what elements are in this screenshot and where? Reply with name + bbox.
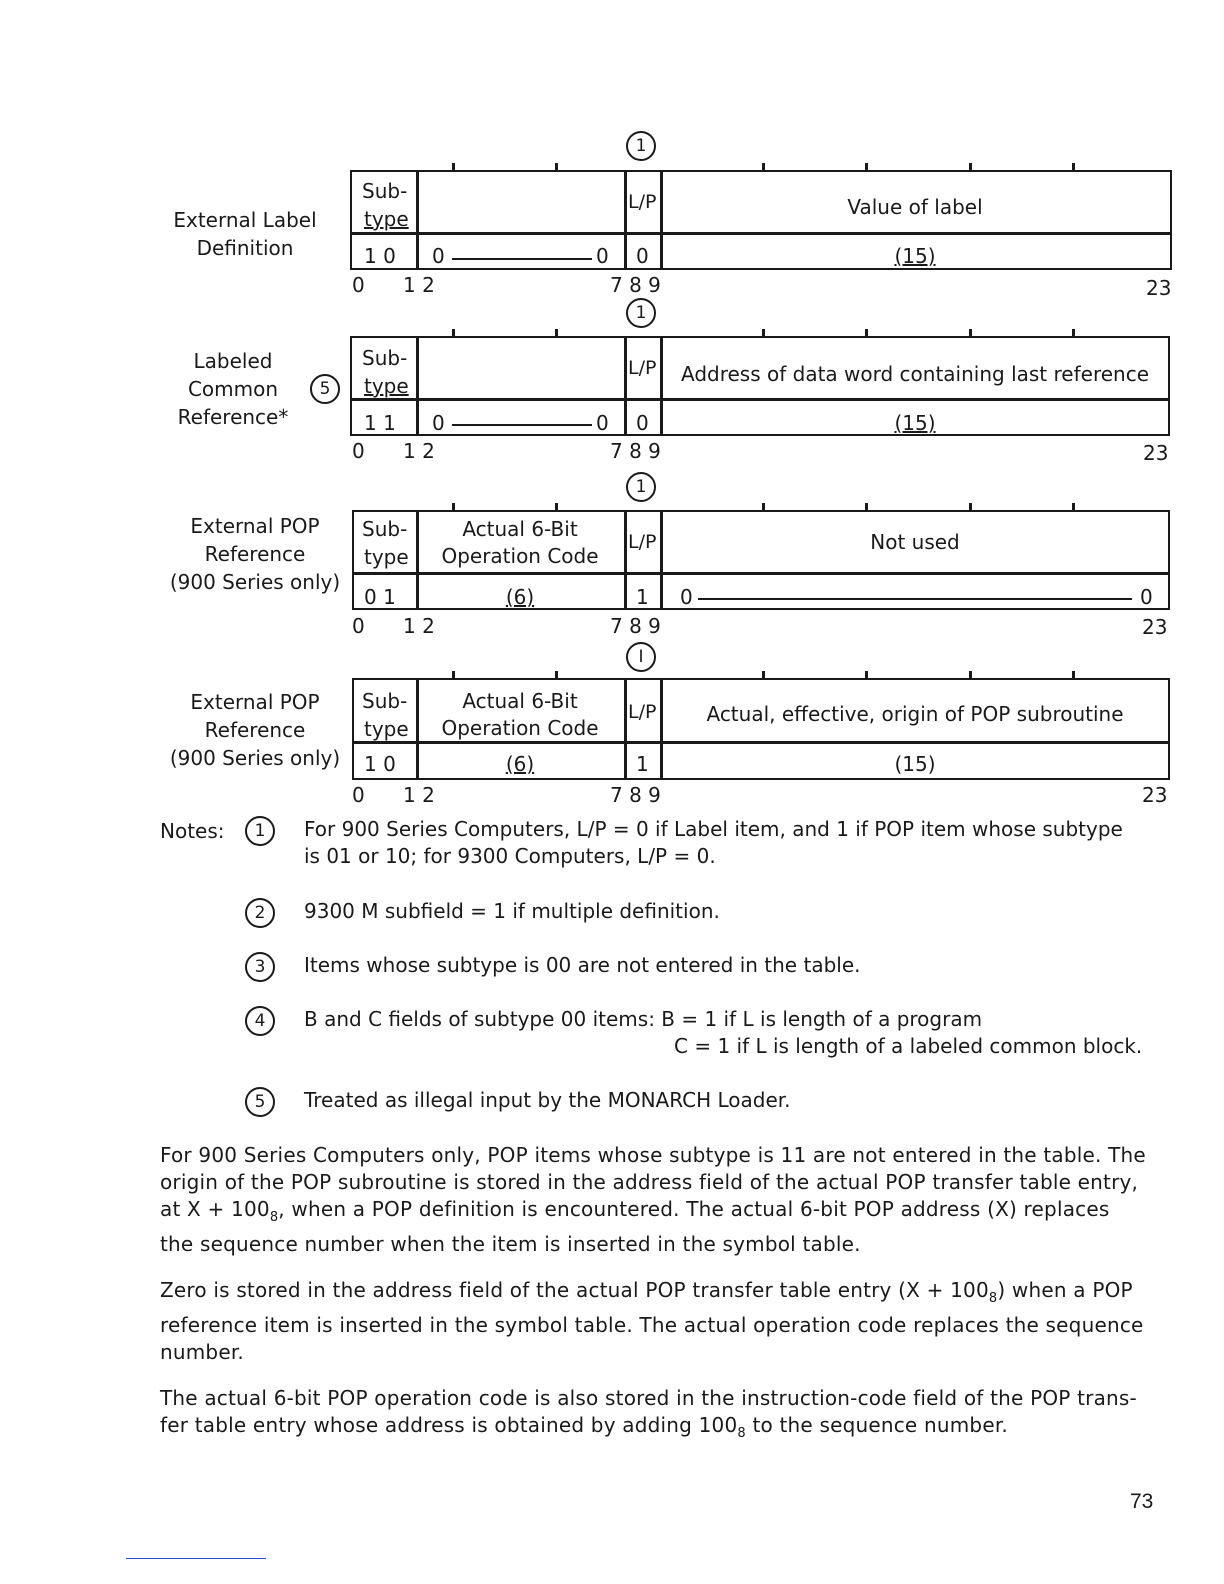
lp-bit: 1 [636, 585, 649, 609]
note-5-text: Treated as illegal input by the MONARCH Loader. [304, 1088, 791, 1112]
note-4-number: 4 [245, 1006, 275, 1036]
row-label-line: Reference [204, 542, 306, 566]
field-label: Address of data word containing last reference [680, 362, 1150, 386]
tick-mark [452, 163, 455, 170]
divider-line [352, 572, 1170, 575]
tick-mark [555, 503, 558, 510]
subtype-bits: 0 1 [364, 585, 396, 609]
tick-mark [865, 163, 868, 170]
field-divider [624, 170, 627, 270]
subtype-bits: 1 0 [364, 752, 396, 776]
lp-label: L/P [628, 701, 657, 723]
row-label [160, 206, 330, 262]
bit-position: 1 2 [403, 273, 435, 297]
bit-position: 7 8 9 [610, 614, 661, 638]
lp-bit: 0 [636, 244, 649, 268]
field-divider [416, 678, 419, 780]
note-3-number: 3 [245, 952, 275, 982]
tick-mark [969, 671, 972, 678]
field-label: Not used [870, 530, 960, 554]
divider-line [350, 398, 1170, 401]
paragraph-line: origin of the POP subroutine is stored in the address field of the actual POP transfer table entry, [160, 1170, 1139, 1194]
subtype-label: type [364, 207, 409, 231]
row-label [160, 512, 350, 596]
bit-position: 1 2 [403, 439, 435, 463]
bit-position: 23 [1146, 276, 1172, 300]
row-label-line: External POP [190, 514, 320, 538]
field-label: Actual, effective, origin of POP subroutine [706, 702, 1124, 726]
tick-mark [865, 329, 868, 336]
tick-mark [452, 671, 455, 678]
subtype-label: type [364, 545, 409, 569]
paragraph-line: number. [160, 1340, 244, 1364]
paragraph-line: The actual 6-bit POP operation code is also stored in the instruction-code field of the POP trans- [160, 1386, 1137, 1410]
bits-left: 0 [680, 585, 693, 609]
note-4-text: B and C fields of subtype 00 items: B = 1 if L is length of a program [304, 1007, 983, 1031]
row-label-line: Common [187, 377, 279, 401]
note-5-marker: 5 [310, 374, 340, 404]
tick-mark [969, 503, 972, 510]
tick-mark [762, 329, 765, 336]
bit-position: 0 [352, 273, 365, 297]
paragraph-line: For 900 Series Computers only, POP items whose subtype is 11 are not entered in the table. The [160, 1143, 1146, 1167]
bit-position: 0 [352, 614, 365, 638]
field-divider [416, 170, 419, 270]
row-label-line: (900 Series only) [169, 746, 341, 770]
note-1-number: 1 [245, 816, 275, 846]
tick-mark [762, 503, 765, 510]
tick-mark [555, 329, 558, 336]
page-number: 73 [1130, 1490, 1154, 1513]
opcode-label: Operation Code [441, 716, 599, 740]
tick-mark [865, 503, 868, 510]
subtype-label: Sub- [362, 179, 408, 203]
bits-left: 0 [432, 411, 445, 435]
tick-mark [452, 503, 455, 510]
bit-span-line [452, 424, 592, 426]
tick-mark [555, 163, 558, 170]
row-label-line: Labeled [193, 349, 273, 373]
bit-position: 1 2 [403, 614, 435, 638]
divider-line [350, 232, 1172, 235]
row-label [160, 688, 350, 772]
note-1-marker: 1 [626, 472, 656, 502]
subtype-label: Sub- [362, 689, 408, 713]
lp-label: L/P [628, 531, 657, 553]
bit-position: 0 [352, 439, 365, 463]
field-divider [624, 510, 627, 610]
subtype-bits: 1 0 [364, 244, 396, 268]
bit-position: 7 8 9 [610, 273, 661, 297]
note-2-number: 2 [245, 898, 275, 928]
paragraph [160, 1385, 1160, 1447]
subtype-label: type [364, 374, 409, 398]
note-1-text: For 900 Series Computers, L/P = 0 if Label item, and 1 if POP item whose subtype [304, 817, 1123, 841]
subtype-label: Sub- [362, 346, 408, 370]
paragraph-line: Zero is stored in the address field of the actual POP transfer table entry $(X + 100_8)$ when a POP [160, 1278, 1133, 1306]
field-divider [660, 510, 663, 610]
bit-position: 7 8 9 [610, 783, 661, 807]
subtype-label: Sub- [362, 517, 408, 541]
paragraph-line: reference item is inserted in the symbol table. The actual operation code replaces the sequence [160, 1313, 1144, 1337]
tick-mark [1072, 671, 1075, 678]
field-width: (15) [894, 752, 936, 776]
tick-mark [555, 671, 558, 678]
lp-bit: 1 [636, 752, 649, 776]
paragraph-line: fer table entry whose address is obtained by adding $100_8$ to the sequence number. [160, 1413, 1008, 1441]
tick-mark [762, 163, 765, 170]
bit-position: 23 [1143, 441, 1169, 465]
note-3-text: Items whose subtype is 00 are not entered in the table. [304, 953, 861, 977]
field-divider [624, 336, 627, 436]
note-2-text: 9300 M subfield = 1 if multiple definition. [304, 899, 720, 923]
paragraph [160, 1142, 1160, 1258]
field-divider [416, 336, 419, 436]
field-width: (15) [894, 244, 936, 268]
footer-rule [126, 1558, 266, 1559]
bit-position: 0 [352, 783, 365, 807]
notes-heading: Notes: [160, 819, 225, 843]
note-5-number: 5 [245, 1087, 275, 1117]
field-width: (6) [505, 585, 535, 609]
row-label-line: (900 Series only) [169, 570, 341, 594]
lp-label: L/P [628, 357, 657, 379]
field-width: (15) [894, 411, 936, 435]
note-1-marker: 1 [626, 131, 656, 161]
opcode-label: Actual 6-Bit [462, 689, 578, 713]
note-4-text: C = 1 if L is length of a labeled common block. [674, 1034, 1143, 1058]
row-label-line: Reference [204, 718, 306, 742]
paragraph [160, 1277, 1160, 1366]
bit-position: 7 8 9 [610, 439, 661, 463]
note-1-text: is 01 or 10; for 9300 Computers, L/P = 0. [304, 844, 716, 868]
tick-mark [865, 671, 868, 678]
field-divider [416, 510, 419, 610]
bit-position: 1 2 [403, 783, 435, 807]
bit-position: 23 [1142, 615, 1168, 639]
note-1-marker: I [626, 642, 656, 672]
subtype-label: type [364, 717, 409, 741]
bit-span-line [452, 258, 592, 260]
lp-bit: 0 [636, 411, 649, 435]
opcode-label: Operation Code [441, 544, 599, 568]
row-label-line: External POP [190, 690, 320, 714]
tick-mark [969, 329, 972, 336]
row-label-line: External Label [173, 208, 317, 232]
field-divider [624, 678, 627, 780]
row-label [168, 347, 298, 431]
divider-line [352, 741, 1170, 744]
row-label-line: Reference* [177, 405, 289, 429]
note-1-marker: 1 [626, 298, 656, 328]
bits-right: 0 [596, 244, 609, 268]
tick-mark [1072, 163, 1075, 170]
field-label: Value of label [847, 195, 983, 219]
row-label-line: Definition [196, 236, 294, 260]
paragraph-line: the sequence number when the item is inserted in the symbol table. [160, 1232, 861, 1256]
tick-mark [452, 329, 455, 336]
opcode-label: Actual 6-Bit [462, 517, 578, 541]
bits-right: 0 [1140, 585, 1153, 609]
bit-span-line [698, 598, 1132, 600]
bit-position: 23 [1142, 783, 1168, 807]
field-width: (6) [505, 752, 535, 776]
lp-label: L/P [628, 191, 657, 213]
bits-left: 0 [432, 244, 445, 268]
tick-mark [1072, 329, 1075, 336]
paragraph-line: at $X + 100_8$, when a POP definition is encountered. The actual 6-bit POP address (X) replaces [160, 1197, 1110, 1225]
tick-mark [969, 163, 972, 170]
tick-mark [762, 671, 765, 678]
subtype-bits: 1 1 [364, 411, 396, 435]
bits-right: 0 [596, 411, 609, 435]
tick-mark [1072, 503, 1075, 510]
